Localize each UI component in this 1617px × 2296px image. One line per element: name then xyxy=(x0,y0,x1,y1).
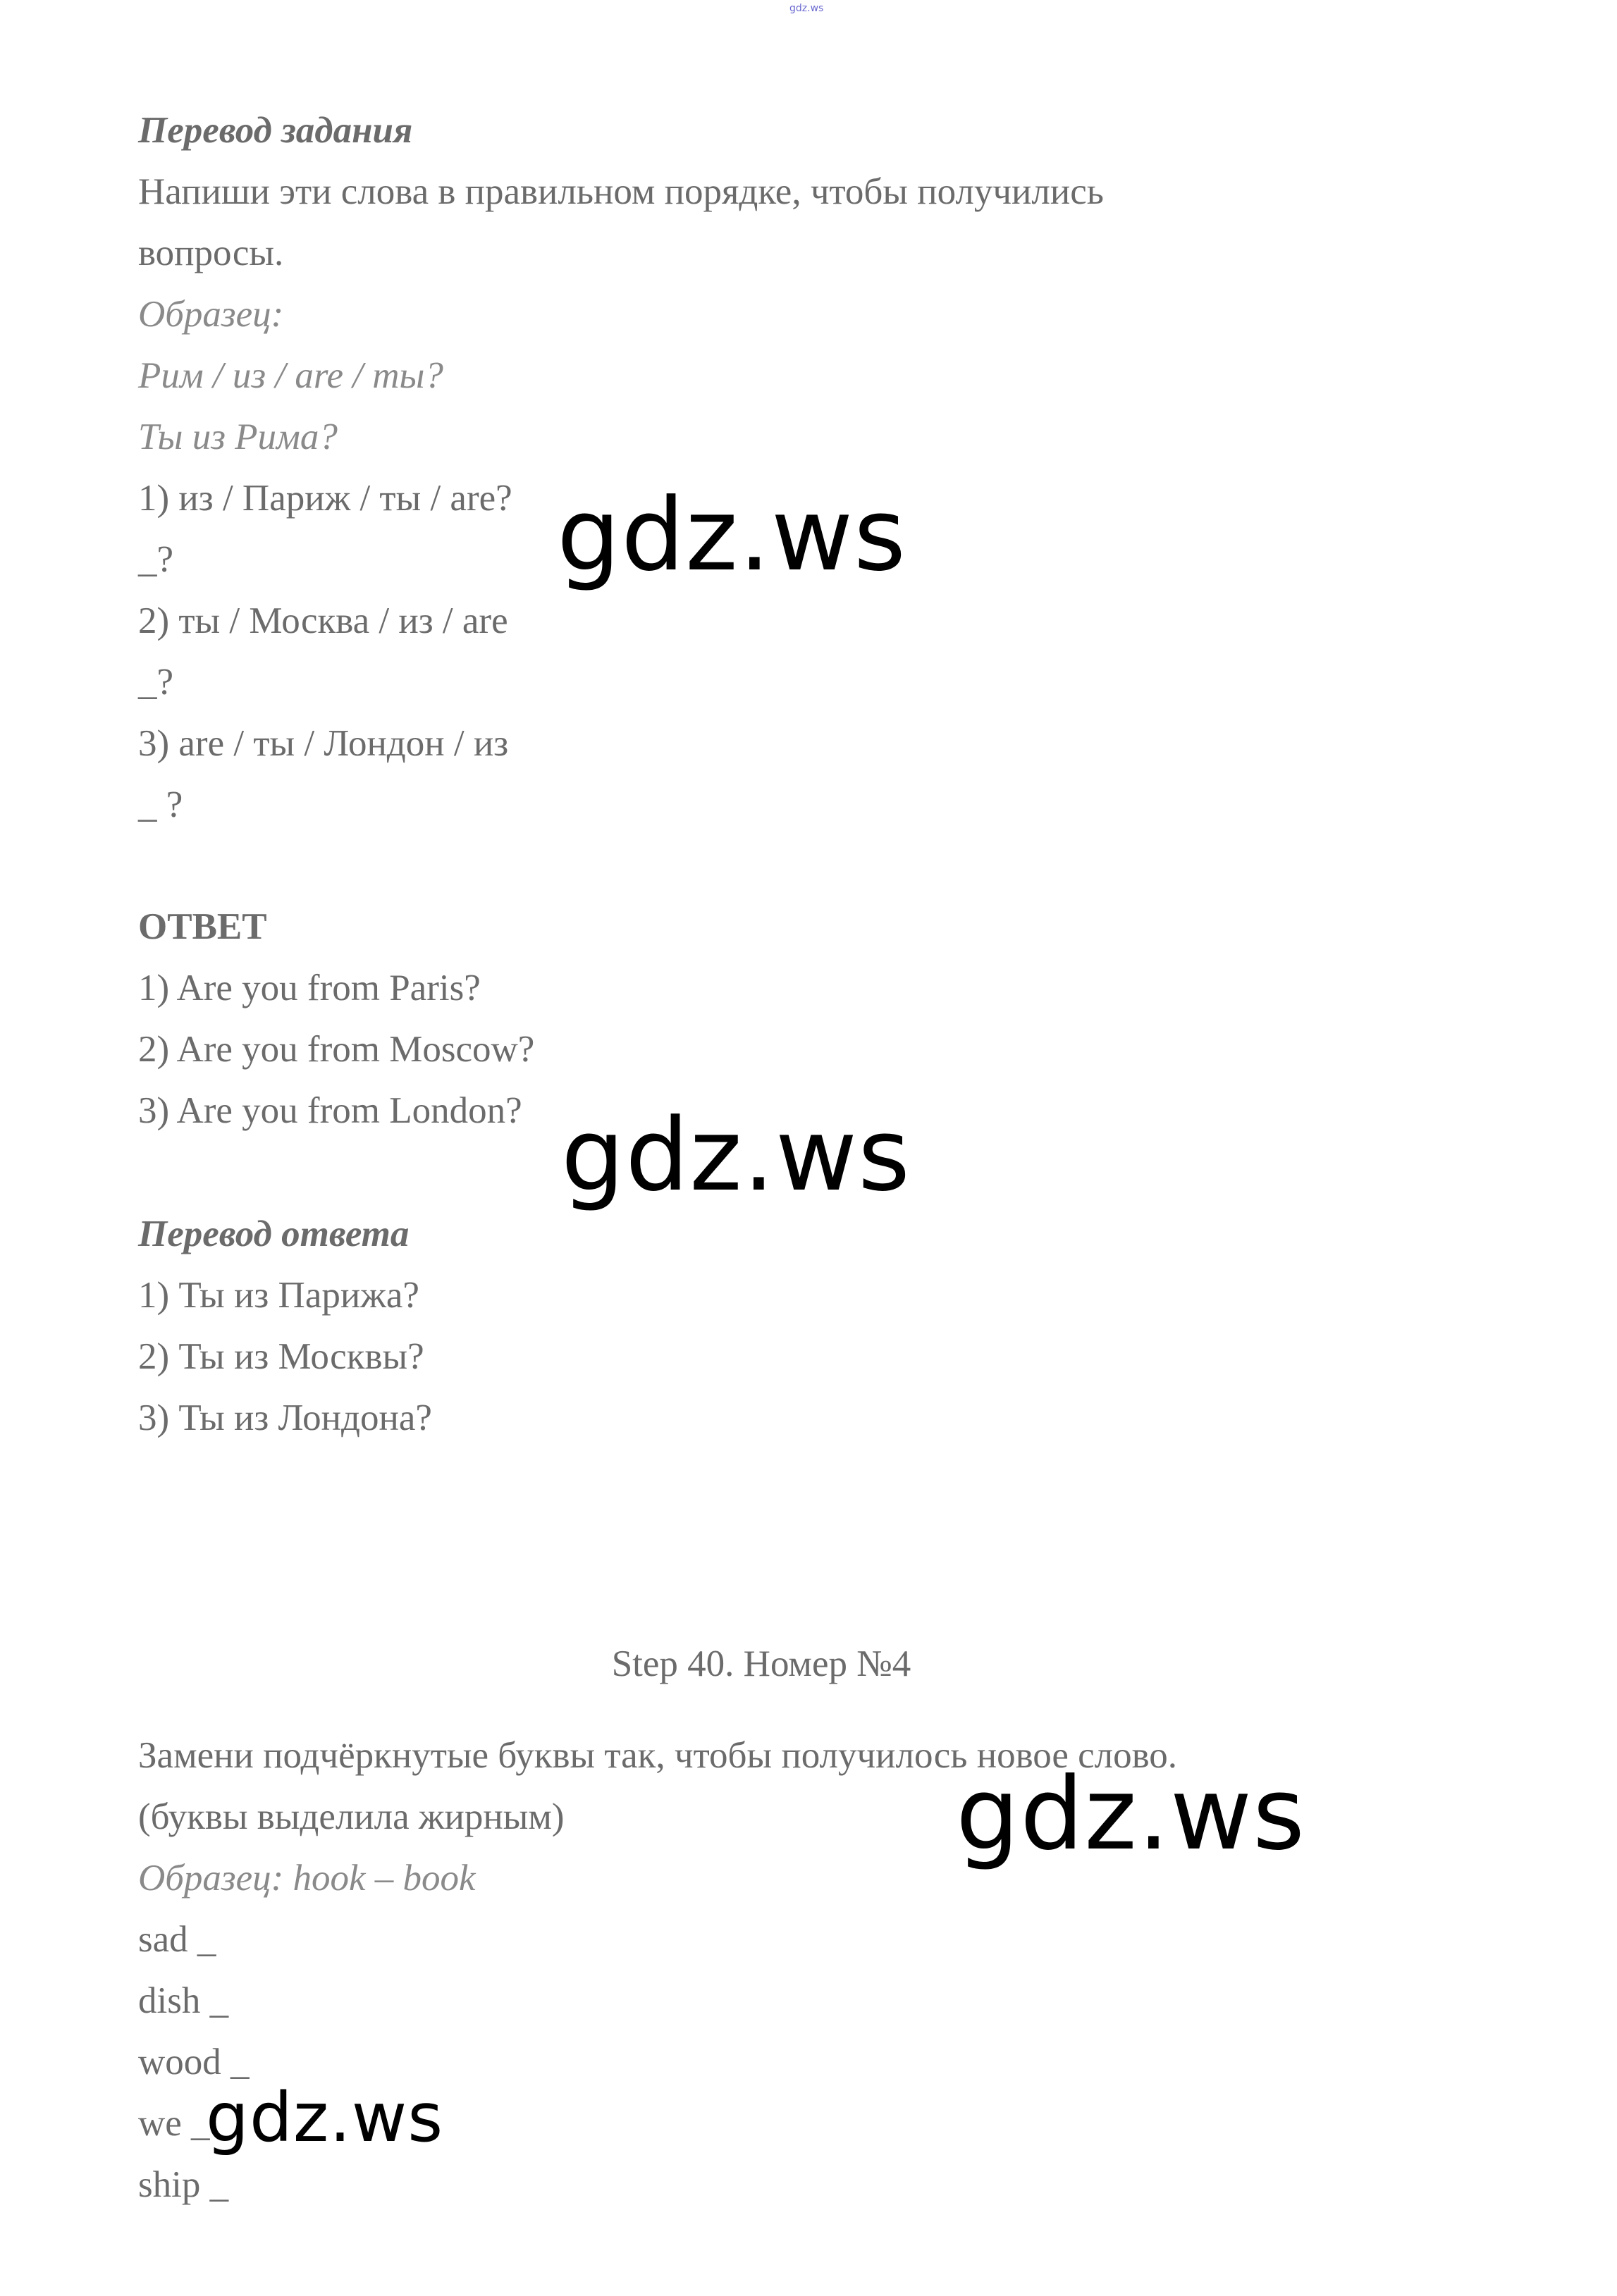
answer-translation-heading: Перевод ответа xyxy=(138,1214,410,1254)
next-task-title: Step 40. Номер №4 xyxy=(611,1643,911,1684)
answer-line-3: 3) Are you from London? xyxy=(138,1090,522,1131)
task-item-3-blank: _ ? xyxy=(138,784,183,825)
next-task-word-2: dish _ xyxy=(138,1980,229,2021)
sample-words: Рим / из / are / ты? xyxy=(138,355,443,396)
top-watermark: gdz.ws xyxy=(789,3,824,14)
instruction-line-1: Напиши эти слова в правильном порядке, чтобы получились xyxy=(138,171,1104,212)
watermark-1: gdz.ws xyxy=(557,477,907,593)
watermark-2: gdz.ws xyxy=(561,1097,911,1214)
next-task-instruction: Замени подчёркнутые буквы так, чтобы получилось новое слово. xyxy=(138,1735,1178,1776)
watermark-4: gdz.ws xyxy=(206,2078,444,2157)
task-translation-heading: Перевод задания xyxy=(138,110,413,151)
task-item-2-words: 2) ты / Москва / из / are xyxy=(138,600,508,641)
sample-answer: Ты из Рима? xyxy=(138,416,338,457)
next-task-note: (буквы выделила жирным) xyxy=(138,1796,565,1837)
next-task-word-3: wood _ xyxy=(138,2042,250,2082)
watermark-3: gdz.ws xyxy=(956,1756,1306,1872)
task-item-2-blank: _? xyxy=(138,662,174,703)
task-item-1-blank: _? xyxy=(138,539,174,580)
task-item-1-words: 1) из / Париж / ты / are? xyxy=(138,478,512,519)
answer-line-2: 2) Are you from Moscow? xyxy=(138,1029,535,1070)
answer-line-1: 1) Are you from Paris? xyxy=(138,968,481,1008)
instruction-line-2: вопросы. xyxy=(138,233,284,273)
task-item-3-words: 3) are / ты / Лондон / из xyxy=(138,723,509,764)
sample-label: Образец: xyxy=(138,294,284,335)
answer-heading: ОТВЕТ xyxy=(138,906,267,947)
next-task-word-1: sad _ xyxy=(138,1919,216,1960)
next-task-word-4: we _ xyxy=(138,2103,210,2144)
answer-translation-line-1: 1) Ты из Парижа? xyxy=(138,1275,419,1316)
next-task-word-5: ship _ xyxy=(138,2164,229,2205)
next-task-sample: Образец: hook – book xyxy=(138,1858,476,1899)
answer-translation-line-2: 2) Ты из Москвы? xyxy=(138,1336,424,1377)
answer-translation-line-3: 3) Ты из Лондона? xyxy=(138,1397,432,1438)
